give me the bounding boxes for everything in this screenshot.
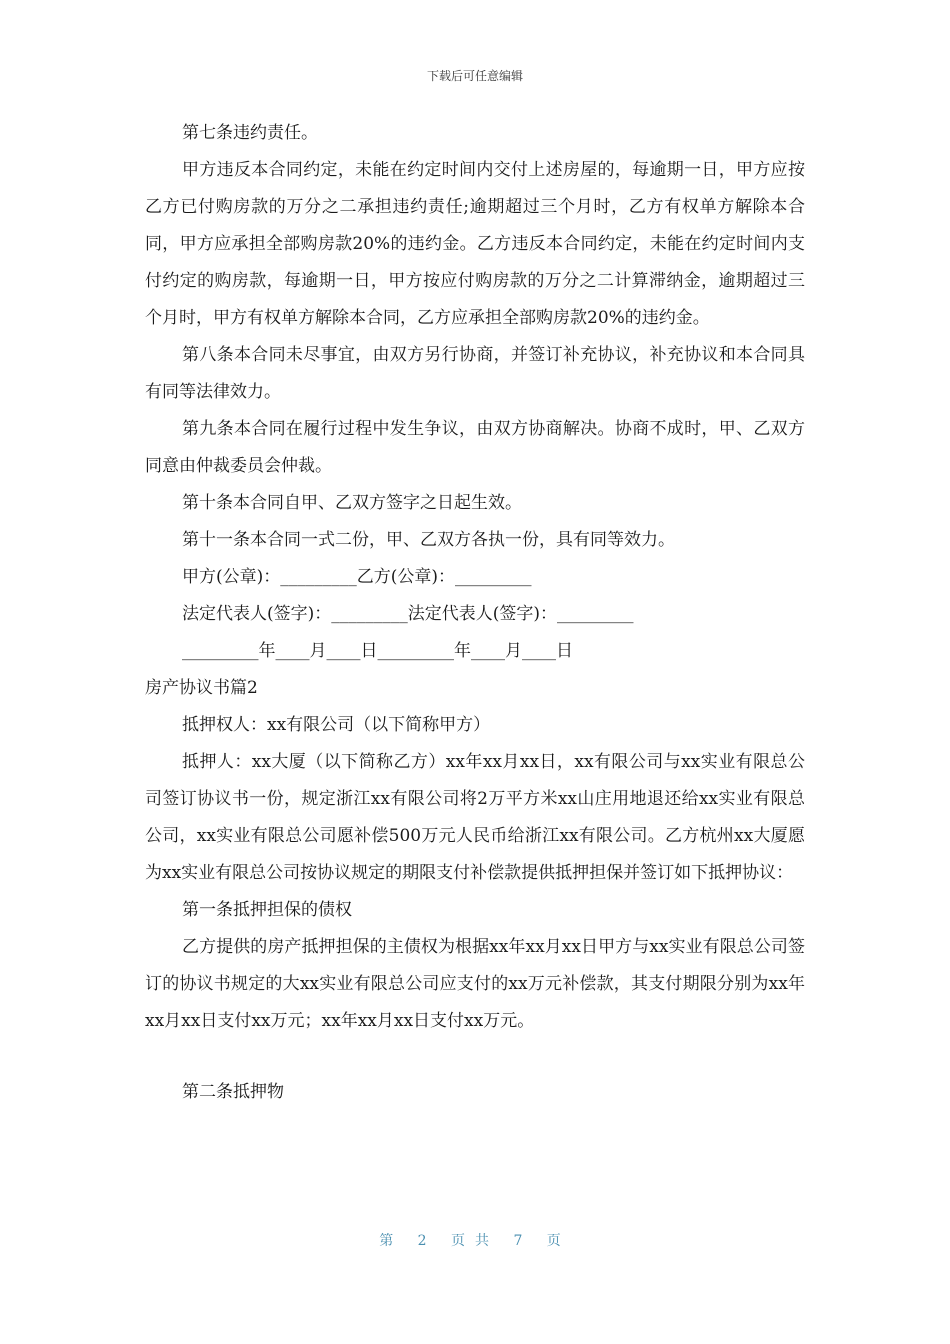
- clause-10: 第十条本合同自甲、乙双方签字之日起生效。: [182, 493, 522, 513]
- clause-8: 第八条本合同未尽事宜，由双方另行协商，并签订补充协议，补充协议和本合同具有同等法律效力。: [145, 345, 805, 402]
- mortgagee-line: 抵押权人：xx有限公司（以下简称甲方）: [182, 715, 491, 735]
- article-1-title: 第一条抵押担保的债权: [182, 900, 352, 920]
- document-body: [145, 115, 805, 1111]
- article-1-body: 乙方提供的房产抵押担保的主债权为根据xx年xx月xx日甲方与xx实业有限总公司签订的协议书规定的大xx实业有限总公司应支付的xx万元补偿款，其支付期限分别为xx年xx月xx日支付xx万元；xx年xx月xx日支付xx万元。: [145, 937, 805, 1031]
- signature-date-line: _________年____月____日_________年____月____日: [182, 641, 573, 661]
- article-2-title: 第二条抵押物: [182, 1082, 284, 1102]
- signature-representative-line: 法定代表人(签字)：_________法定代表人(签字)：_________: [182, 604, 634, 624]
- mortgagor-paragraph: 抵押人：xx大厦（以下简称乙方）xx年xx月xx日，xx有限公司与xx实业有限总公司签订协议书一份，规定浙江xx有限公司将2万平方米xx山庄用地退还给xx实业有限总公司，xx实业有限总公司愿补偿500万元人民币给浙江xx有限公司。乙方杭州xx大厦愿为xx实业有限总公司按协议规定的期限支付补偿款提供抵押担保并签订如下抵押协议：: [145, 752, 805, 883]
- clause-7-title: 第七条违约责任。: [182, 123, 318, 143]
- page-number: 第 2 页共 7 页: [379, 1233, 571, 1249]
- section-title: 房产协议书篇2: [145, 678, 258, 698]
- clause-9: 第九条本合同在履行过程中发生争议，由双方协商解决。协商不成时，甲、乙双方同意由仲裁委员会仲裁。: [145, 419, 805, 476]
- clause-11: 第十一条本合同一式二份，甲、乙双方各执一份，具有同等效力。: [182, 530, 675, 550]
- signature-seal-line: 甲方(公章)：_________乙方(公章)：_________: [182, 567, 532, 587]
- header-note: 下载后可任意编辑: [426, 69, 523, 83]
- clause-7-body: 甲方违反本合同约定，未能在约定时间内交付上述房屋的，每逾期一日，甲方应按乙方已付购房款的万分之二承担违约责任;逾期超过三个月时，乙方有权单方解除本合同，甲方应承担全部购房款20%的违约金。乙方违反本合同约定，未能在约定时间内支付约定的购房款，每逾期一日，甲方按应付购房款的万分之二计算滞纳金，逾期超过三个月时，甲方有权单方解除本合同，乙方应承担全部购房款20%的违约金。: [145, 160, 805, 328]
